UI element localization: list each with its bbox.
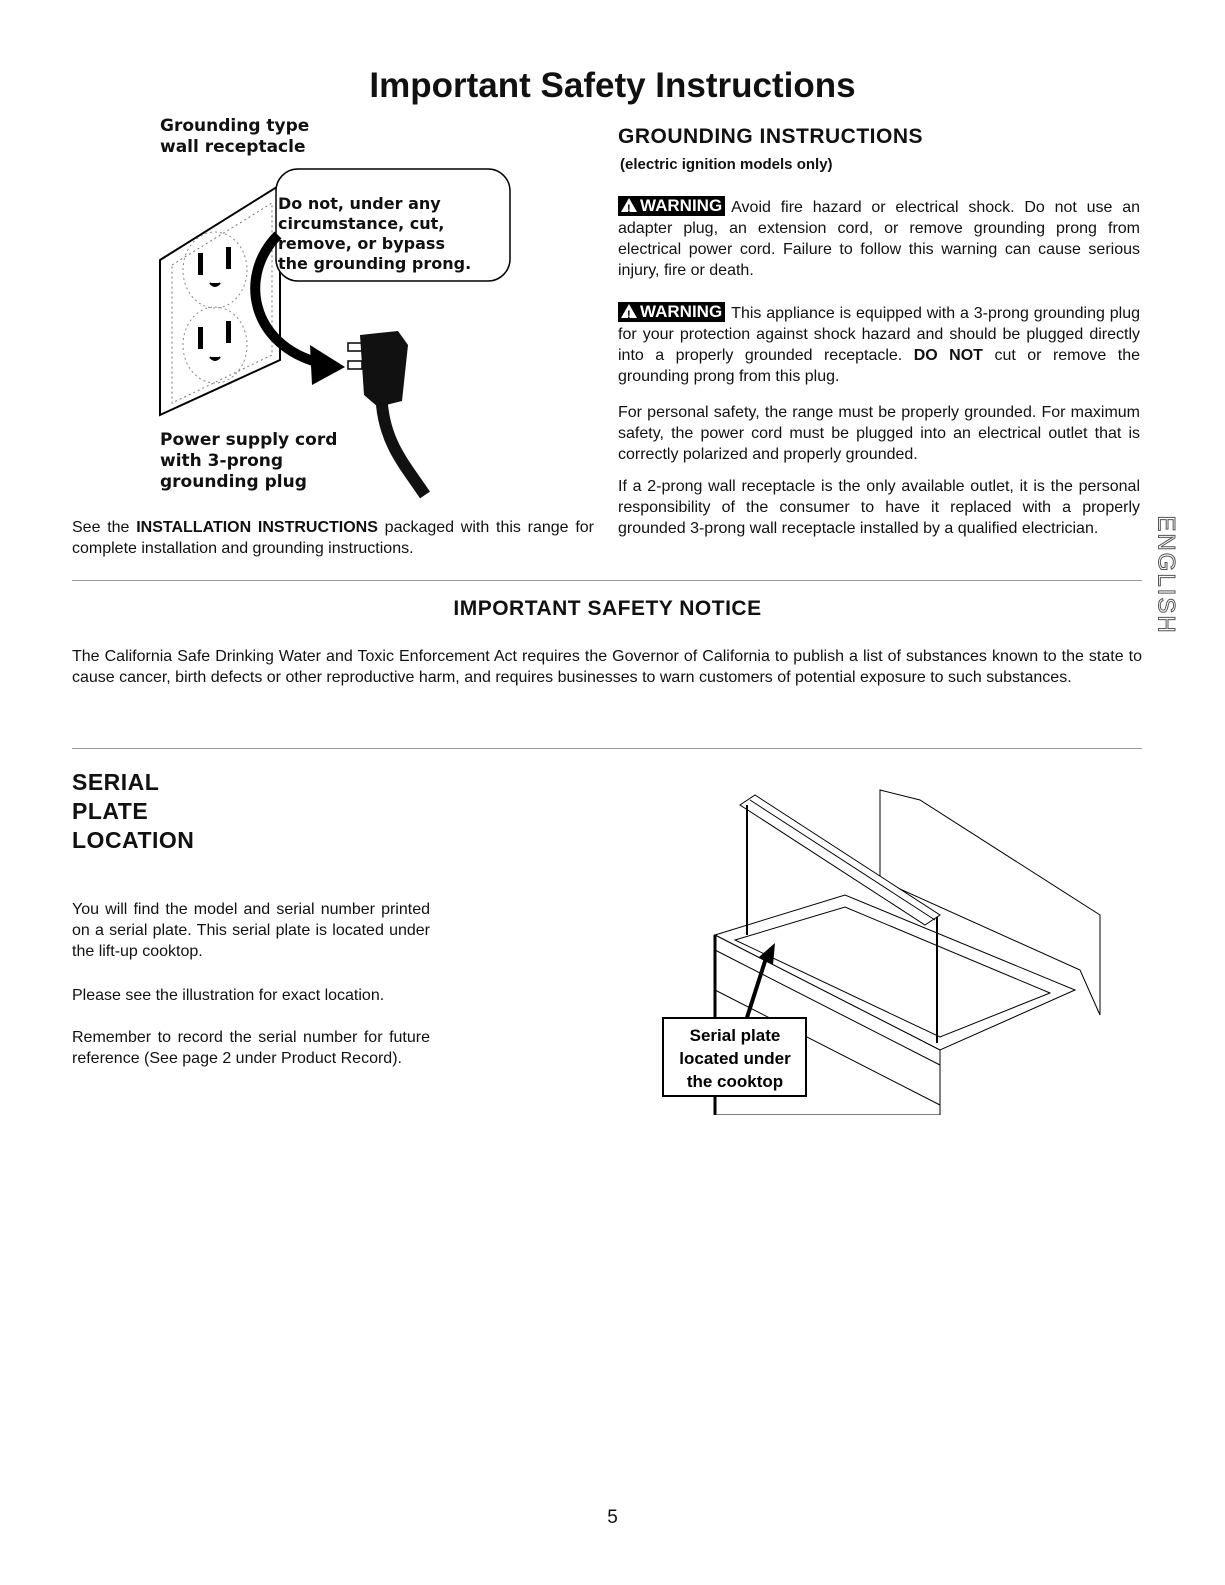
warning-badge: !WARNING (618, 302, 725, 322)
serial-para-1: You will find the model and serial number printed on a serial plate. This serial plate is located under the lift-up cooktop. (72, 901, 430, 960)
cord-label: Power supply cord with 3-prong grounding plug (160, 430, 338, 492)
grounding-para-3: For personal safety, the range must be properly grounded. For maximum safety, the power cord must be plugged into an electrical outlet that is correctly polarized and properly grounded. (618, 404, 1140, 463)
grounding-para-4: If a 2-prong wall receptacle is the only available outlet, it is the personal responsibility of the consumer to have it replaced with a properly grounded 3-prong wall receptacle installed by a qualified electrician. (618, 478, 1140, 537)
notice-body: The California Safe Drinking Water and Toxic Enforcement Act requires the Governor of California to publish a list of substances known to the state to cause cancer, birth defects or other reproductive harm, and requires businesses to warn customers of potential exposure to such substances. (72, 648, 1142, 686)
side-tab-english (1150, 500, 1180, 650)
range-illustration (655, 785, 1115, 1115)
page-number: 5 (607, 1507, 618, 1528)
divider (72, 748, 1142, 749)
wall-plate (160, 185, 280, 415)
receptacle-label: Grounding type wall receptacle (160, 116, 310, 157)
grounding-heading: GROUNDING INSTRUCTIONS (618, 125, 923, 148)
callout-text: Do not, under any circumstance, cut, remove, or bypass the grounding prong. (278, 194, 472, 273)
page-title: Important Safety Instructions (369, 66, 856, 105)
svg-text:Serial plate: Serial plate (689, 1026, 781, 1045)
plug-icon (348, 331, 425, 495)
warning-triangle-icon (621, 198, 637, 212)
serial-para-2: Please see the illustration for exact location. (72, 987, 385, 1004)
serial-heading: SERIAL PLATE LOCATION (72, 769, 195, 853)
warning-badge: !WARNING (618, 196, 725, 216)
warning-triangle-icon (621, 304, 637, 318)
installation-note: See the INSTALLATION INSTRUCTIONS packaged with this range for complete installation and grounding instructions. (72, 519, 594, 557)
svg-text:located under: located under (679, 1049, 791, 1068)
grounding-subheading: (electric ignition models only) (620, 156, 833, 173)
warning-2: !WARNING This appliance is equipped with a 3-prong grounding plug for your protection against shock hazard and should be plugged directly into a properly grounded receptacle. DO NOT cut or remove the grounding prong from this plug. (618, 302, 1140, 387)
svg-text:the cooktop: the cooktop (686, 1072, 784, 1091)
warning-1: !WARNING Avoid fire hazard or electrical shock. Do not use an adapter plug, an extension cord, or remove grounding prong from electrical power cord. Failure to follow this warning can cause serious injury, fire or death. (618, 196, 1140, 281)
divider (72, 580, 1142, 581)
notice-heading: IMPORTANT SAFETY NOTICE (453, 597, 762, 620)
svg-text:ENGLISH: ENGLISH (1152, 515, 1180, 635)
serial-para-3: Remember to record the serial number for future reference (See page 2 under Product Record). (72, 1029, 430, 1067)
